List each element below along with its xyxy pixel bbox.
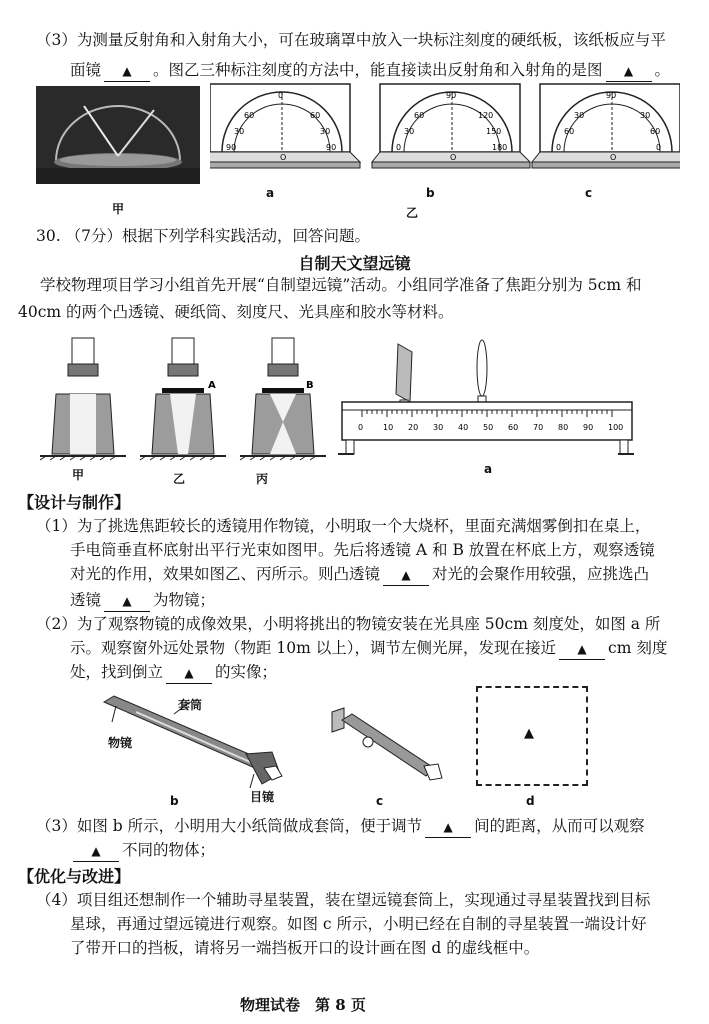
svg-text:30: 30 — [574, 111, 585, 120]
p3-line1-b: 间的距离，从而可以观察 — [474, 817, 645, 835]
fig-d-label: d — [526, 794, 535, 808]
p3-line2-text: 不同的物体； — [122, 841, 216, 859]
ruler-tick-label: 0 — [358, 423, 364, 432]
answer-marker: ▲ — [524, 726, 534, 741]
fig-yi-label: 乙 — [406, 206, 419, 220]
q30-intro-2: 40cm 的两个凸透镜、硬纸筒、刻度尺、光具座和胶水等材料。 — [18, 303, 454, 321]
section-design: 【设计与制作】 — [18, 493, 131, 512]
svg-text:30: 30 — [234, 127, 245, 136]
q30-heading: 30. （7分）根据下列学科实践活动，回答问题。 — [36, 227, 370, 245]
b-right-tick: 180 — [492, 143, 508, 152]
b-top-tick: 90 — [446, 91, 457, 100]
label-taotong: 套筒 — [178, 698, 203, 712]
protractor-b — [372, 84, 530, 168]
p1-line3-b: 对光的会聚作用较强，应挑选凸 — [432, 565, 650, 583]
beaker-bing — [240, 338, 326, 460]
ruler-tick-label: 10 — [383, 423, 394, 432]
p1-line3 — [70, 564, 649, 586]
beaker-jia — [40, 338, 126, 460]
answer-blank[interactable]: ▲ — [559, 638, 605, 660]
ruler-tick-label: 60 — [508, 423, 519, 432]
p1-line3-a: 对光的作用，效果如图乙、丙所示。则凸透镜 — [70, 565, 381, 583]
c-top-tick: 90 — [606, 91, 617, 100]
answer-blank[interactable]: ▲ — [606, 60, 652, 82]
fig-beaker-bing-label: 丙 — [256, 472, 269, 486]
answer-blank[interactable]: ▲ — [383, 564, 429, 586]
ruler-tick-label: 20 — [408, 423, 419, 432]
q29-3-line2-b: 。图乙三种标注刻度的方法中，能直接读出反射角和入射角的是图 — [153, 61, 603, 79]
p3-line2 — [70, 840, 215, 862]
p4-line2: 星球，再通过望远镜进行观察。如图 c 所示，小明已经在自制的寻星装置一端设计好 — [70, 915, 647, 933]
ruler-tick-label: 70 — [533, 423, 544, 432]
glass-dome-photo — [36, 86, 200, 184]
svg-text:30: 30 — [404, 127, 415, 136]
ruler-tick-label: 90 — [583, 423, 594, 432]
svg-text:60: 60 — [244, 111, 255, 120]
lens-a-label: A — [208, 380, 216, 391]
finder-figure — [326, 706, 446, 786]
p1-line4-b: 为物镜； — [153, 591, 216, 609]
p2-line3-b: 的实像； — [215, 663, 278, 681]
q29-3-line1: （3）为测量反射角和入射角大小，可在玻璃罩中放入一块标注刻度的硬纸板，该纸板应与平 — [36, 31, 666, 49]
p1-line1: （1）为了挑选焦距较长的透镜用作物镜，小明取一个大烧杯，里面充满烟雾倒扣在桌上， — [36, 517, 651, 535]
p3-line1-a: （3）如图 b 所示，小明用大小纸筒做成套筒，便于调节 — [36, 817, 423, 835]
svg-text:60: 60 — [310, 111, 321, 120]
beaker-yi — [140, 338, 226, 460]
p4-line3: 了带开口的挡板，请将另一端挡板开口的设计画在图 d 的虚线框中。 — [70, 939, 540, 957]
a-center: O — [280, 153, 287, 162]
protractor-c — [532, 84, 680, 168]
section-optimize: 【优化与改进】 — [18, 867, 131, 886]
a-left-tick: 90 — [226, 143, 237, 152]
a-right-tick: 90 — [326, 143, 337, 152]
label-wujing: 物镜 — [108, 736, 133, 750]
answer-blank[interactable]: ▲ — [425, 816, 471, 838]
fig-finder-c-label: c — [376, 794, 384, 808]
svg-text:30: 30 — [320, 127, 331, 136]
svg-text:60: 60 — [564, 127, 575, 136]
answer-blank[interactable]: ▲ — [73, 840, 119, 862]
c-center: O — [610, 153, 617, 162]
p2-line2-b: cm 刻度 — [608, 639, 668, 657]
p4-line1: （4）项目组还想制作一个辅助寻星装置，装在望远镜套筒上，实现通过寻星装置找到目标 — [36, 891, 651, 909]
fig-a-label: a — [266, 186, 275, 200]
svg-text:30: 30 — [640, 111, 651, 120]
b-left-tick: 0 — [396, 143, 402, 152]
p1-line2: 手电筒垂直杯底射出平行光束如图甲。先后将透镜 A 和 B 放置在杯底上方，观察透镜 — [70, 541, 655, 559]
ruler-tick-label: 100 — [608, 423, 624, 432]
q29-3-line2-a: 面镜 — [70, 61, 102, 79]
fig-beaker-yi-label: 乙 — [173, 472, 186, 486]
q30-intro-1: 学校物理项目学习小组首先开展“自制望远镜”活动。小组同学准备了焦距分别为 5cm 和 — [40, 276, 642, 294]
c-left-tick: 0 — [556, 143, 562, 152]
ruler-tick-label: 50 — [483, 423, 494, 432]
beaker-figures — [40, 334, 330, 464]
svg-text:60: 60 — [414, 111, 425, 120]
q29-3-line2 — [70, 60, 670, 82]
p2-line3 — [70, 662, 277, 684]
p2-line1: （2）为了观察物镜的成像效果，小明将挑出的物镜安装在光具座 50cm 刻度处，如图 a 所 — [36, 615, 661, 633]
ruler-tick-label: 30 — [433, 423, 444, 432]
p1-line4 — [70, 590, 215, 612]
fig-beaker-jia-label: 甲 — [72, 468, 85, 482]
a-top-tick: 0 — [278, 91, 284, 100]
lens-b-label: B — [306, 380, 314, 391]
fig-telescope-b-label: b — [170, 794, 179, 808]
fig-b-label: b — [426, 186, 435, 200]
protractor-figures — [210, 82, 680, 212]
protractor-a — [210, 84, 360, 168]
fig-jia-label: 甲 — [112, 202, 125, 216]
drawing-box-d[interactable] — [476, 686, 588, 786]
p2-line3-a: 处，找到倒立 — [70, 663, 164, 681]
answer-blank[interactable]: ▲ — [104, 60, 150, 82]
svg-text:150: 150 — [486, 127, 502, 136]
p2-line2 — [70, 638, 667, 660]
q29-3-line2-c: 。 — [654, 61, 671, 79]
ruler-tick-label: 40 — [458, 423, 469, 432]
p1-line4-a: 透镜 — [70, 591, 102, 609]
optical-bench — [336, 338, 636, 458]
svg-text:60: 60 — [650, 127, 661, 136]
page-footer: 物理试卷 第 8 页 — [240, 996, 366, 1014]
ruler-tick-label: 80 — [558, 423, 569, 432]
fig-c-label: c — [585, 186, 593, 200]
answer-blank[interactable]: ▲ — [104, 590, 150, 612]
p2-line2-a: 示。观察窗外远处景物（物距 10m 以上），调节左侧光屏，发现在接近 — [70, 639, 557, 657]
q30-title: 自制天文望远镜 — [298, 254, 411, 273]
c-right-tick: 0 — [656, 143, 662, 152]
b-center: O — [450, 153, 457, 162]
label-mujing: 目镜 — [250, 790, 275, 804]
fig-bench-a-label: a — [484, 462, 493, 476]
glass-dome-photo-art — [36, 86, 200, 184]
answer-blank[interactable]: ▲ — [166, 662, 212, 684]
p3-line1 — [36, 816, 645, 838]
svg-text:120: 120 — [478, 111, 494, 120]
